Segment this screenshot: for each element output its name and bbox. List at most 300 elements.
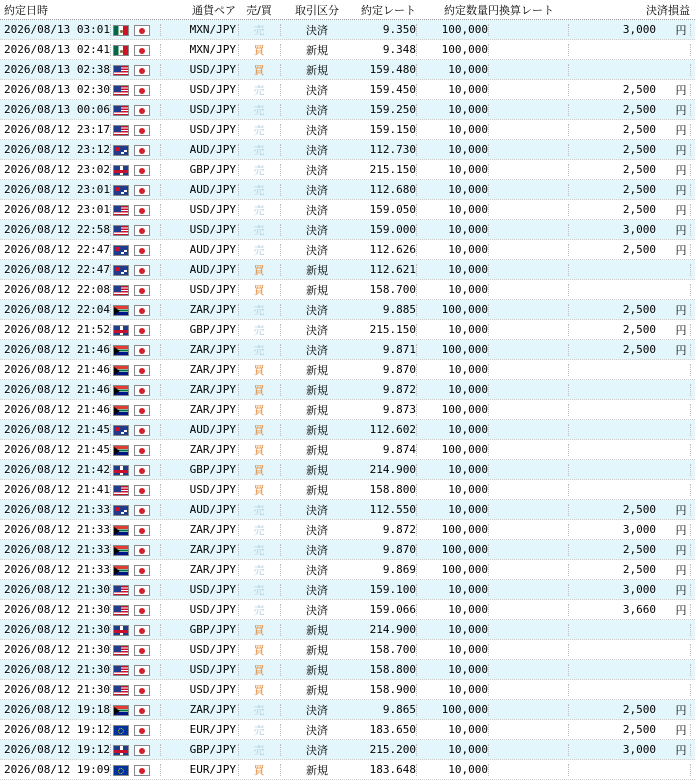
table-row[interactable] xyxy=(0,260,695,280)
jp-flag-icon xyxy=(134,505,150,516)
trade-datetime: 2026/08/12 21:30 xyxy=(4,603,110,616)
settlement-pl xyxy=(570,660,656,679)
jp-flag-icon xyxy=(134,365,150,376)
column-divider xyxy=(160,244,161,256)
trade-type: 新規 xyxy=(306,463,328,477)
execution-rate: 158.800 xyxy=(369,483,416,496)
column-divider xyxy=(160,704,161,716)
settlement-pl xyxy=(570,760,656,779)
trade-datetime: 2026/08/12 21:41 xyxy=(4,483,110,496)
currency-flags xyxy=(112,400,160,419)
trade-type: 新規 xyxy=(306,763,328,777)
table-row[interactable] xyxy=(0,580,695,600)
trade-datetime: 2026/08/12 21:45 xyxy=(4,443,110,456)
currency-flags xyxy=(112,640,160,659)
column-divider xyxy=(488,664,489,676)
currency-flags xyxy=(112,680,160,699)
side-label: 売 xyxy=(253,323,265,337)
execution-rate: 159.150 xyxy=(369,123,416,136)
column-divider xyxy=(488,404,489,416)
pl-unit: 円 xyxy=(675,83,687,97)
column-divider xyxy=(238,764,239,776)
column-divider xyxy=(416,104,417,116)
column-divider xyxy=(690,564,691,576)
execution-rate: 9.872 xyxy=(382,383,416,396)
au-flag-icon xyxy=(113,185,129,196)
column-divider xyxy=(690,684,691,696)
conv-rate xyxy=(488,660,568,679)
column-divider xyxy=(568,244,569,256)
column-divider xyxy=(280,484,281,496)
currency-flags xyxy=(112,440,160,459)
execution-qty: 10,000 xyxy=(448,663,488,676)
column-divider xyxy=(110,744,111,756)
jp-flag-icon xyxy=(134,285,150,296)
column-divider xyxy=(488,484,489,496)
us-flag-icon xyxy=(113,125,129,136)
currency-flags xyxy=(112,420,160,439)
jp-flag-icon xyxy=(134,485,150,496)
table-row[interactable] xyxy=(0,700,695,720)
column-divider xyxy=(280,224,281,236)
column-divider xyxy=(160,364,161,376)
table-row[interactable] xyxy=(0,500,695,520)
column-divider xyxy=(110,424,111,436)
column-divider xyxy=(690,744,691,756)
pl-unit: 円 xyxy=(675,143,687,157)
column-divider xyxy=(280,64,281,76)
us-flag-icon xyxy=(113,645,129,656)
currency-pair: AUD/JPY xyxy=(189,183,236,196)
column-divider xyxy=(690,264,691,276)
us-flag-icon xyxy=(113,485,129,496)
table-row[interactable] xyxy=(0,680,695,700)
pl-unit xyxy=(672,640,690,659)
table-row[interactable] xyxy=(0,280,695,300)
currency-flags xyxy=(112,20,160,39)
column-divider xyxy=(690,84,691,96)
execution-rate: 159.250 xyxy=(369,103,416,116)
column-divider xyxy=(160,684,161,696)
pl-unit xyxy=(672,280,690,299)
column-divider xyxy=(690,164,691,176)
conv-rate xyxy=(488,560,568,579)
za-flag-icon xyxy=(113,525,129,536)
trade-type: 新規 xyxy=(306,623,328,637)
pl-unit xyxy=(672,460,690,479)
column-divider xyxy=(238,404,239,416)
table-row[interactable] xyxy=(0,720,695,740)
column-divider xyxy=(416,764,417,776)
column-divider xyxy=(280,444,281,456)
column-divider xyxy=(690,224,691,236)
side-label: 買 xyxy=(253,403,265,417)
column-divider xyxy=(416,124,417,136)
column-divider xyxy=(238,84,239,96)
trade-datetime: 2026/08/12 21:46 xyxy=(4,403,110,416)
column-divider xyxy=(280,384,281,396)
currency-flags xyxy=(112,600,160,619)
column-divider xyxy=(280,284,281,296)
column-divider xyxy=(238,724,239,736)
table-row[interactable] xyxy=(0,380,695,400)
za-flag-icon xyxy=(113,405,129,416)
table-row[interactable] xyxy=(0,300,695,320)
column-divider xyxy=(160,324,161,336)
table-row[interactable] xyxy=(0,560,695,580)
table-row[interactable] xyxy=(0,240,695,260)
currency-pair: GBP/JPY xyxy=(189,623,236,636)
currency-pair: MXN/JPY xyxy=(189,43,236,56)
currency-pair: USD/JPY xyxy=(189,683,236,696)
column-divider xyxy=(488,364,489,376)
pl-unit: 円 xyxy=(675,523,687,537)
trade-type: 決済 xyxy=(306,103,328,117)
gb-flag-icon xyxy=(113,745,129,756)
column-divider xyxy=(690,444,691,456)
column-divider xyxy=(238,484,239,496)
trade-type: 決済 xyxy=(306,343,328,357)
us-flag-icon xyxy=(113,225,129,236)
column-divider xyxy=(416,464,417,476)
column-divider xyxy=(238,604,239,616)
column-divider xyxy=(416,344,417,356)
currency-flags xyxy=(112,300,160,319)
table-row[interactable] xyxy=(0,60,695,80)
column-divider xyxy=(568,604,569,616)
column-divider xyxy=(110,84,111,96)
trade-type: 新規 xyxy=(306,403,328,417)
table-row[interactable] xyxy=(0,20,695,40)
column-divider xyxy=(416,544,417,556)
pl-unit: 円 xyxy=(675,723,687,737)
column-divider xyxy=(488,464,489,476)
execution-rate: 9.871 xyxy=(382,343,416,356)
conv-rate xyxy=(488,420,568,439)
column-divider xyxy=(238,584,239,596)
column-divider xyxy=(238,264,239,276)
gb-flag-icon xyxy=(113,465,129,476)
side-label: 売 xyxy=(253,543,265,557)
column-divider xyxy=(160,184,161,196)
column-divider xyxy=(568,704,569,716)
column-divider xyxy=(238,164,239,176)
side-label: 売 xyxy=(253,743,265,757)
column-divider xyxy=(280,264,281,276)
column-divider xyxy=(568,84,569,96)
au-flag-icon xyxy=(113,265,129,276)
us-flag-icon xyxy=(113,105,129,116)
column-divider xyxy=(488,564,489,576)
column-divider xyxy=(238,704,239,716)
execution-rate: 9.348 xyxy=(382,43,416,56)
trade-type: 新規 xyxy=(306,483,328,497)
currency-flags xyxy=(112,200,160,219)
column-divider xyxy=(416,224,417,236)
column-divider xyxy=(110,184,111,196)
table-row[interactable] xyxy=(0,340,695,360)
column-divider xyxy=(280,124,281,136)
za-flag-icon xyxy=(113,705,129,716)
execution-rate: 215.200 xyxy=(369,743,416,756)
table-row[interactable] xyxy=(0,360,695,380)
currency-flags xyxy=(112,280,160,299)
table-row[interactable] xyxy=(0,400,695,420)
table-row[interactable] xyxy=(0,140,695,160)
table-row[interactable] xyxy=(0,200,695,220)
table-row[interactable] xyxy=(0,600,695,620)
currency-pair: GBP/JPY xyxy=(189,463,236,476)
trade-datetime: 2026/08/13 02:38 xyxy=(4,63,110,76)
header-pl[interactable]: 決済損益 xyxy=(646,3,690,17)
mx-flag-icon xyxy=(113,45,129,56)
column-divider xyxy=(238,444,239,456)
column-divider xyxy=(690,604,691,616)
currency-pair: ZAR/JPY xyxy=(189,443,236,456)
column-divider xyxy=(416,624,417,636)
column-divider xyxy=(280,244,281,256)
jp-flag-icon xyxy=(134,65,150,76)
jp-flag-icon xyxy=(134,425,150,436)
pl-unit xyxy=(672,60,690,79)
currency-pair: GBP/JPY xyxy=(189,323,236,336)
column-divider xyxy=(238,744,239,756)
settlement-pl xyxy=(570,480,656,499)
table-body xyxy=(0,20,695,780)
column-divider xyxy=(568,524,569,536)
conv-rate xyxy=(488,180,568,199)
column-divider xyxy=(488,64,489,76)
column-divider xyxy=(488,704,489,716)
column-divider xyxy=(416,744,417,756)
pl-unit: 円 xyxy=(675,583,687,597)
column-divider xyxy=(280,324,281,336)
column-divider xyxy=(690,424,691,436)
column-divider xyxy=(416,204,417,216)
table-row[interactable] xyxy=(0,160,695,180)
side-label: 買 xyxy=(253,363,265,377)
trade-type: 決済 xyxy=(306,143,328,157)
execution-rate: 112.621 xyxy=(369,263,416,276)
table-row[interactable] xyxy=(0,420,695,440)
trade-type: 新規 xyxy=(306,263,328,277)
currency-flags xyxy=(112,740,160,759)
table-row[interactable] xyxy=(0,760,695,780)
table-row[interactable] xyxy=(0,220,695,240)
settlement-pl xyxy=(570,620,656,639)
currency-pair: AUD/JPY xyxy=(189,503,236,516)
column-divider xyxy=(280,524,281,536)
column-divider xyxy=(110,64,111,76)
column-divider xyxy=(160,24,161,36)
table-row[interactable] xyxy=(0,640,695,660)
jp-flag-icon xyxy=(134,245,150,256)
side-label: 売 xyxy=(253,83,265,97)
header-date[interactable]: 約定日時 xyxy=(4,3,48,17)
execution-qty: 10,000 xyxy=(448,423,488,436)
settlement-pl: 2,500 xyxy=(622,543,656,556)
trade-datetime: 2026/08/13 02:41 xyxy=(4,43,110,56)
table-row[interactable] xyxy=(0,620,695,640)
column-divider xyxy=(238,324,239,336)
execution-rate: 215.150 xyxy=(369,163,416,176)
column-divider xyxy=(690,404,691,416)
header-type[interactable]: 取引区分 xyxy=(295,3,339,17)
table-row[interactable] xyxy=(0,660,695,680)
conv-rate xyxy=(488,440,568,459)
column-divider xyxy=(690,464,691,476)
header-qty[interactable]: 約定数量 xyxy=(444,3,488,17)
execution-qty: 10,000 xyxy=(448,163,488,176)
trade-type: 新規 xyxy=(306,663,328,677)
currency-pair: GBP/JPY xyxy=(189,163,236,176)
execution-qty: 10,000 xyxy=(448,103,488,116)
column-divider xyxy=(488,764,489,776)
conv-rate xyxy=(488,200,568,219)
execution-rate: 215.150 xyxy=(369,323,416,336)
column-divider xyxy=(690,664,691,676)
table-row[interactable] xyxy=(0,460,695,480)
column-divider xyxy=(568,144,569,156)
column-divider xyxy=(160,604,161,616)
table-row[interactable] xyxy=(0,480,695,500)
currency-pair: USD/JPY xyxy=(189,483,236,496)
currency-flags xyxy=(112,360,160,379)
conv-rate xyxy=(488,160,568,179)
execution-qty: 10,000 xyxy=(448,603,488,616)
execution-qty: 10,000 xyxy=(448,263,488,276)
currency-flags xyxy=(112,380,160,399)
currency-flags xyxy=(112,520,160,539)
execution-qty: 10,000 xyxy=(448,643,488,656)
column-divider xyxy=(238,244,239,256)
execution-qty: 100,000 xyxy=(441,523,488,536)
execution-qty: 10,000 xyxy=(448,503,488,516)
execution-qty: 10,000 xyxy=(448,683,488,696)
jp-flag-icon xyxy=(134,745,150,756)
column-divider xyxy=(280,724,281,736)
header-pair[interactable]: 通貨ペア xyxy=(192,3,236,17)
column-divider xyxy=(280,404,281,416)
us-flag-icon xyxy=(113,665,129,676)
column-divider xyxy=(416,664,417,676)
trade-type: 決済 xyxy=(306,223,328,237)
settlement-pl: 2,500 xyxy=(622,303,656,316)
table-row[interactable] xyxy=(0,80,695,100)
pl-unit xyxy=(672,620,690,639)
side-label: 買 xyxy=(253,263,265,277)
column-divider xyxy=(160,544,161,556)
trade-type: 決済 xyxy=(306,183,328,197)
header-rate[interactable]: 約定レート xyxy=(361,3,416,17)
column-divider xyxy=(416,384,417,396)
execution-rate: 9.870 xyxy=(382,543,416,556)
execution-qty: 10,000 xyxy=(448,323,488,336)
execution-rate: 9.873 xyxy=(382,403,416,416)
column-divider xyxy=(238,544,239,556)
currency-flags xyxy=(112,140,160,159)
column-divider xyxy=(690,244,691,256)
execution-rate: 183.648 xyxy=(369,763,416,776)
trade-datetime: 2026/08/12 21:33 xyxy=(4,503,110,516)
column-divider xyxy=(416,404,417,416)
execution-rate: 9.865 xyxy=(382,703,416,716)
execution-rate: 159.450 xyxy=(369,83,416,96)
execution-qty: 10,000 xyxy=(448,763,488,776)
column-divider xyxy=(280,364,281,376)
column-divider xyxy=(488,424,489,436)
column-divider xyxy=(110,244,111,256)
execution-qty: 100,000 xyxy=(441,443,488,456)
table-row[interactable] xyxy=(0,320,695,340)
settlement-pl: 2,500 xyxy=(622,563,656,576)
column-divider xyxy=(690,44,691,56)
column-divider xyxy=(280,604,281,616)
table-row[interactable] xyxy=(0,120,695,140)
conv-rate xyxy=(488,80,568,99)
column-divider xyxy=(568,624,569,636)
trade-datetime: 2026/08/12 21:30 xyxy=(4,583,110,596)
column-divider xyxy=(238,644,239,656)
table-row[interactable] xyxy=(0,440,695,460)
header-side[interactable]: 売/買 xyxy=(246,3,272,17)
column-divider xyxy=(416,264,417,276)
column-divider xyxy=(690,624,691,636)
currency-pair: ZAR/JPY xyxy=(189,403,236,416)
column-divider xyxy=(690,304,691,316)
table-row[interactable] xyxy=(0,180,695,200)
column-divider xyxy=(568,724,569,736)
column-divider xyxy=(160,484,161,496)
trade-datetime: 2026/08/12 21:33 xyxy=(4,523,110,536)
currency-pair: GBP/JPY xyxy=(189,743,236,756)
currency-pair: EUR/JPY xyxy=(189,723,236,736)
table-row[interactable] xyxy=(0,740,695,760)
column-divider xyxy=(568,164,569,176)
jp-flag-icon xyxy=(134,765,150,776)
table-row[interactable] xyxy=(0,40,695,60)
column-divider xyxy=(110,164,111,176)
currency-pair: ZAR/JPY xyxy=(189,303,236,316)
settlement-pl xyxy=(570,380,656,399)
side-label: 売 xyxy=(253,523,265,537)
table-row[interactable] xyxy=(0,520,695,540)
currency-flags xyxy=(112,580,160,599)
column-divider xyxy=(238,424,239,436)
trade-type: 決済 xyxy=(306,703,328,717)
column-divider xyxy=(416,704,417,716)
column-divider xyxy=(488,184,489,196)
column-divider xyxy=(416,184,417,196)
currency-flags xyxy=(112,180,160,199)
column-divider xyxy=(568,184,569,196)
pl-unit xyxy=(672,480,690,499)
currency-pair: USD/JPY xyxy=(189,123,236,136)
jp-flag-icon xyxy=(134,605,150,616)
trade-datetime: 2026/08/12 22:04 xyxy=(4,303,110,316)
table-row[interactable] xyxy=(0,540,695,560)
column-divider xyxy=(416,724,417,736)
currency-flags xyxy=(112,120,160,139)
eu-flag-icon xyxy=(113,725,129,736)
column-divider xyxy=(416,524,417,536)
column-divider xyxy=(568,644,569,656)
header-conv-rate[interactable]: 円換算レート xyxy=(488,3,554,17)
table-row[interactable] xyxy=(0,100,695,120)
execution-qty: 100,000 xyxy=(441,543,488,556)
settlement-pl: 2,500 xyxy=(622,103,656,116)
trade-type: 決済 xyxy=(306,603,328,617)
